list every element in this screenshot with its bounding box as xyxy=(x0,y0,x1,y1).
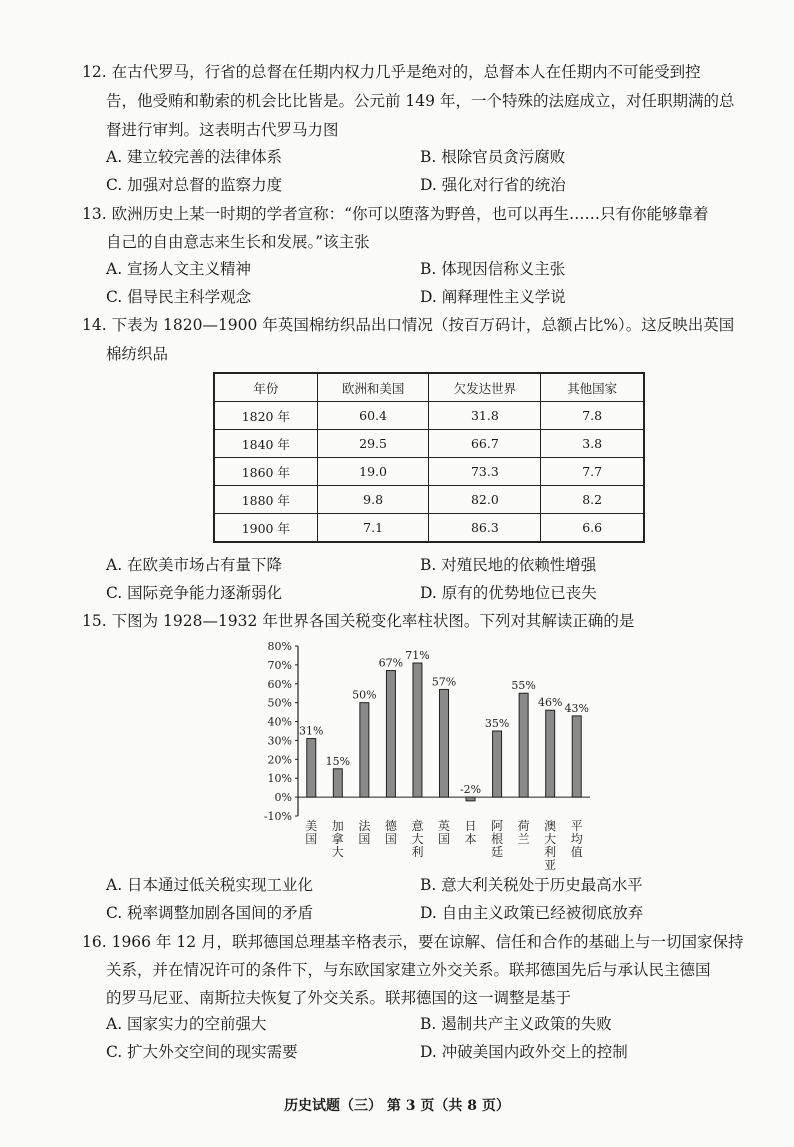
q14-option-c[interactable]: C. 国际竞争能力逐渐弱化 xyxy=(106,584,283,602)
bar xyxy=(466,797,475,801)
table-cell: 7.8 xyxy=(541,402,644,430)
table-cell: 73.3 xyxy=(429,458,541,486)
table-cell: 29.5 xyxy=(317,430,429,458)
y-tick-label: 50% xyxy=(267,696,292,710)
category-label: 意大利 xyxy=(411,819,424,859)
q12-option-c[interactable]: C. 加强对总督的监察力度 xyxy=(106,176,283,194)
y-tick-label: 30% xyxy=(267,734,292,748)
table-header-cell: 年份 xyxy=(214,373,317,402)
q14-stem-line-2: 棉纺织品 xyxy=(106,345,169,363)
q13-option-a[interactable]: A. 宣扬人文主义精神 xyxy=(106,260,252,278)
category-label: 阿根廷 xyxy=(491,819,504,859)
q15-option-b[interactable]: B. 意大利关税处于历史最高水平 xyxy=(420,876,643,894)
table-cell: 9.8 xyxy=(317,486,429,514)
bar-value-label: 50% xyxy=(352,688,377,702)
q14-option-b[interactable]: B. 对殖民地的依赖性增强 xyxy=(420,556,597,574)
table-cell: 60.4 xyxy=(317,402,429,430)
q13-stem-line-1: 13. 欧洲历史上某一时期的学者宣称：“你可以堕落为野兽，也可以再生……只有你能够靠着 xyxy=(82,205,709,223)
table-cell: 1820 年 xyxy=(214,402,317,430)
y-tick-label: 20% xyxy=(267,753,292,767)
q16-option-b[interactable]: B. 遏制共产主义政策的失败 xyxy=(420,1015,612,1033)
table-cell: 66.7 xyxy=(429,430,541,458)
table-header-cell: 欧洲和美国 xyxy=(317,373,429,402)
q12-stem-line-3: 督进行审判。这表明古代罗马力图 xyxy=(106,121,339,139)
q16-option-d[interactable]: D. 冲破美国内政外交上的控制 xyxy=(420,1043,628,1061)
page-footer: 历史试题（三） 第 3 页（共 8 页） xyxy=(284,1098,510,1114)
category-label: 德国 xyxy=(384,819,397,846)
q15-option-a[interactable]: A. 日本通过低关税实现工业化 xyxy=(106,876,314,894)
bar-value-label: 43% xyxy=(564,701,589,715)
q15-option-d[interactable]: D. 自由主义政策已经被彻底放弃 xyxy=(420,904,644,922)
table-cell: 31.8 xyxy=(429,402,541,430)
q15-stem-line-1: 15. 下图为 1928—1932 年世界各国关税变化率柱状图。下列对其解读正确的是 xyxy=(82,612,635,630)
bar xyxy=(572,716,581,797)
table-row xyxy=(214,486,644,514)
q14-option-d[interactable]: D. 原有的优势地位已丧失 xyxy=(420,584,597,602)
table-cell: 19.0 xyxy=(317,458,429,486)
table-row xyxy=(214,402,644,430)
y-tick-label: 0% xyxy=(274,791,292,805)
category-label: 荷兰 xyxy=(517,819,530,846)
table-row xyxy=(214,458,644,486)
bar xyxy=(440,689,449,797)
bar-value-label: 15% xyxy=(325,754,351,768)
table-row xyxy=(214,430,644,458)
q12-stem-line-1: 12. 在古代罗马，行省的总督在任期内权力几乎是绝对的，总督本人在任期内不可能受到控 xyxy=(82,63,701,81)
export-table xyxy=(213,372,645,543)
bar xyxy=(413,663,422,797)
bar xyxy=(386,671,395,798)
q13-option-d[interactable]: D. 阐释理性主义学说 xyxy=(420,288,566,306)
q16-stem-line-2: 关系，并在情况许可的条件下，与东欧国家建立外交关系。联邦德国先后与承认民主德国 xyxy=(106,961,711,979)
bar-value-label: 31% xyxy=(299,724,324,738)
category-label: 日本 xyxy=(464,819,477,846)
q13-option-c[interactable]: C. 倡导民主科学观念 xyxy=(106,288,252,306)
table-cell: 82.0 xyxy=(429,486,541,514)
q16-stem-line-1: 16. 1966 年 12 月，联邦德国总理基辛格表示，要在谅解、信任和合作的基础上与一切国家保持 xyxy=(82,933,744,951)
table-cell: 6.6 xyxy=(541,514,644,543)
y-tick-label: 60% xyxy=(267,677,292,691)
table-cell: 86.3 xyxy=(429,514,541,543)
y-tick-label: 10% xyxy=(267,772,292,786)
bar xyxy=(519,693,528,797)
y-tick-label: -10% xyxy=(263,810,292,823)
bar xyxy=(493,731,502,797)
table-cell: 1900 年 xyxy=(214,514,317,543)
q16-stem-line-3: 的罗马尼亚、南斯拉夫恢复了外交关系。联邦德国的这一调整是基于 xyxy=(106,989,572,1007)
q16-option-a[interactable]: A. 国家实力的空前强大 xyxy=(106,1015,267,1033)
y-tick-label: 70% xyxy=(267,658,292,672)
table-cell: 8.2 xyxy=(541,486,644,514)
category-label: 澳大利亚 xyxy=(544,819,557,872)
table-header-cell: 其他国家 xyxy=(541,373,644,402)
tariff-change-bar-chart xyxy=(250,636,600,876)
bar-value-label: 67% xyxy=(378,656,404,670)
table-cell: 7.7 xyxy=(541,458,644,486)
category-label: 美国 xyxy=(305,819,318,846)
y-tick-label: 80% xyxy=(267,640,292,653)
table-header-row xyxy=(214,373,644,402)
q12-stem-line-2: 告，他受贿和勒索的机会比比皆是。公元前 149 年，一个特殊的法庭成立，对任职期满的总 xyxy=(106,92,735,110)
table-cell: 1840 年 xyxy=(214,430,317,458)
category-label: 英国 xyxy=(437,819,451,846)
bar xyxy=(307,739,316,798)
q14-stem-line-1: 14. 下表为 1820—1900 年英国棉纺织品出口情况（按百万码计，总额占比%）。这反映出英国 xyxy=(82,316,735,334)
q16-option-c[interactable]: C. 扩大外交空间的现实需要 xyxy=(106,1043,298,1061)
table-cell: 7.1 xyxy=(317,514,429,543)
table-cell: 3.8 xyxy=(541,430,644,458)
q12-option-d[interactable]: D. 强化对行省的统治 xyxy=(420,176,566,194)
bar xyxy=(546,710,555,797)
bar-value-label: 71% xyxy=(405,649,430,662)
q13-stem-line-2: 自己的自由意志来生长和发展。”该主张 xyxy=(106,233,370,251)
table-header-cell: 欠发达世界 xyxy=(429,373,541,402)
q15-option-c[interactable]: C. 税率调整加剧各国间的矛盾 xyxy=(106,904,314,922)
table-cell: 1880 年 xyxy=(214,486,317,514)
category-label: 加拿大 xyxy=(331,819,344,859)
category-label: 法国 xyxy=(358,819,371,846)
bar-value-label: 55% xyxy=(511,679,536,693)
q12-option-a[interactable]: A. 建立较完善的法律体系 xyxy=(106,148,283,166)
q12-option-b[interactable]: B. 根除官员贪污腐败 xyxy=(420,148,566,166)
bar-value-label: 57% xyxy=(431,675,457,689)
bar xyxy=(360,703,369,797)
table-row xyxy=(214,514,644,543)
table-cell: 1860 年 xyxy=(214,458,317,486)
q13-option-b[interactable]: B. 体现因信称义主张 xyxy=(420,260,566,278)
q14-option-a[interactable]: A. 在欧美市场占有量下降 xyxy=(106,556,283,574)
bar-value-label: -2% xyxy=(459,783,482,797)
y-tick-label: 40% xyxy=(267,715,292,729)
bar-value-label: 35% xyxy=(484,717,510,730)
bar-value-label: 46% xyxy=(537,696,563,710)
bar xyxy=(333,769,342,797)
category-label: 平均值 xyxy=(570,819,583,859)
